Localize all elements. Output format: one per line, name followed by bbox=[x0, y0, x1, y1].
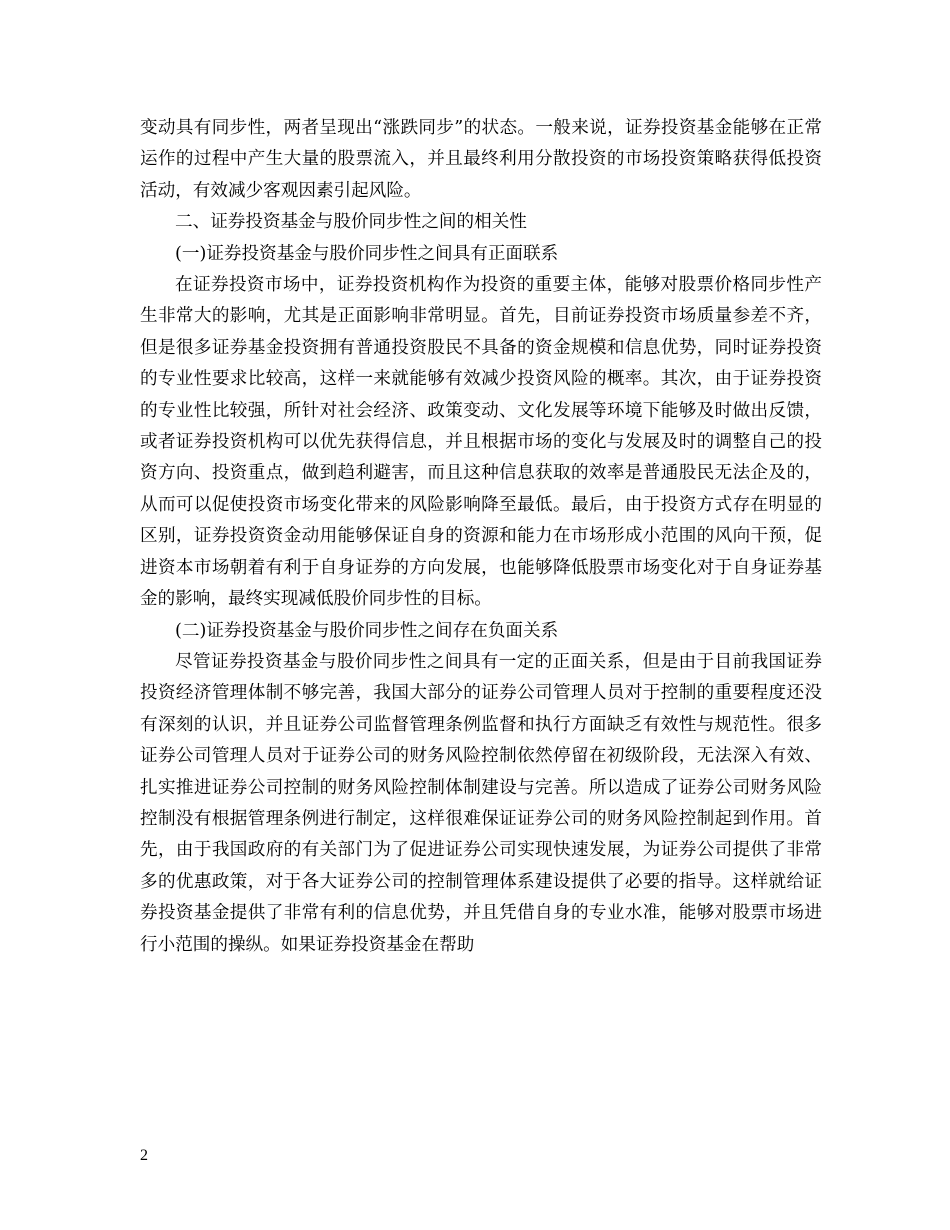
paragraph: 尽管证券投资基金与股价同步性之间具有一定的正面关系，但是由于目前我国证券投资经济管理体制不够完善，我国大部分的证券公司管理人员对于控制的重要程度还没有深刻的认识，并且证券公司监督管理条例监督和执行方面缺乏有效性与规范性。很多证券公司管理人员对于证券公司的财务风险控制依然停留在初级阶段，无法深入有效、扎实推进证券公司控制的财务风险控制体制建设与完善。所以造成了证券公司财务风险控制没有根据管理条例进行制定，这样很难保证证券公司的财务风险控制起到作用。首先，由于我国政府的有关部门为了促进证券公司实现快速发展，为证券公司提供了非常多的优惠政策，对于各大证券公司的控制管理体系建设提供了必要的指导。这样就给证券投资基金提供了非常有利的信息优势，并且凭借自身的专业水准，能够对股票市场进行小范围的操纵。如果证券投资基金在帮助 bbox=[140, 651, 822, 955]
document-body bbox=[140, 113, 822, 961]
paragraph-continuation: 变动具有同步性，两者呈现出“涨跌同步”的状态。一般来说，证券投资基金能够在正常运作的过程中产生大量的股票流入，并且最终利用分散投资的市场投资策略获得低投资活动，有效减少客观因素引起风险。 bbox=[140, 118, 822, 201]
section-heading: 二、证券投资基金与股价同步性之间的相关性 bbox=[175, 212, 527, 233]
paragraph: 在证券投资市场中，证券投资机构作为投资的重要主体，能够对股票价格同步性产生非常大的影响，尤其是正面影响非常明显。首先，目前证券投资市场质量参差不齐，但是很多证券基金投资拥有普通投资股民不具备的资金规模和信息优势，同时证券投资的专业性要求比较高，这样一来就能够有效减少投资风险的概率。其次，由于证券投资的专业性比较强，所针对社会经济、政策变动、文化发展等环境下能够及时做出反馈，或者证券投资机构可以优先获得信息，并且根据市场的变化与发展及时的调整自己的投资方向、投资重点，做到趋利避害，而且这种信息获取的效率是普通股民无法企及的，从而可以促使投资市场变化带来的风险影响降至最低。最后，由于投资方式存在明显的区别，证券投资资金动用能够保证自身的资源和能力在市场形成小范围的风向干预，促进资本市场朝着有利于自身证券的方向发展，也能够降低股票市场变化对于自身证券基金的影响，最终实现减低股价同步性的目标。 bbox=[140, 275, 822, 610]
subsection-heading: (一)证券投资基金与股价同步性之间具有正面联系 bbox=[175, 243, 559, 264]
page-number: 2 bbox=[140, 1147, 148, 1164]
subsection-heading: (二)证券投资基金与股价同步性之间存在负面关系 bbox=[175, 620, 559, 641]
